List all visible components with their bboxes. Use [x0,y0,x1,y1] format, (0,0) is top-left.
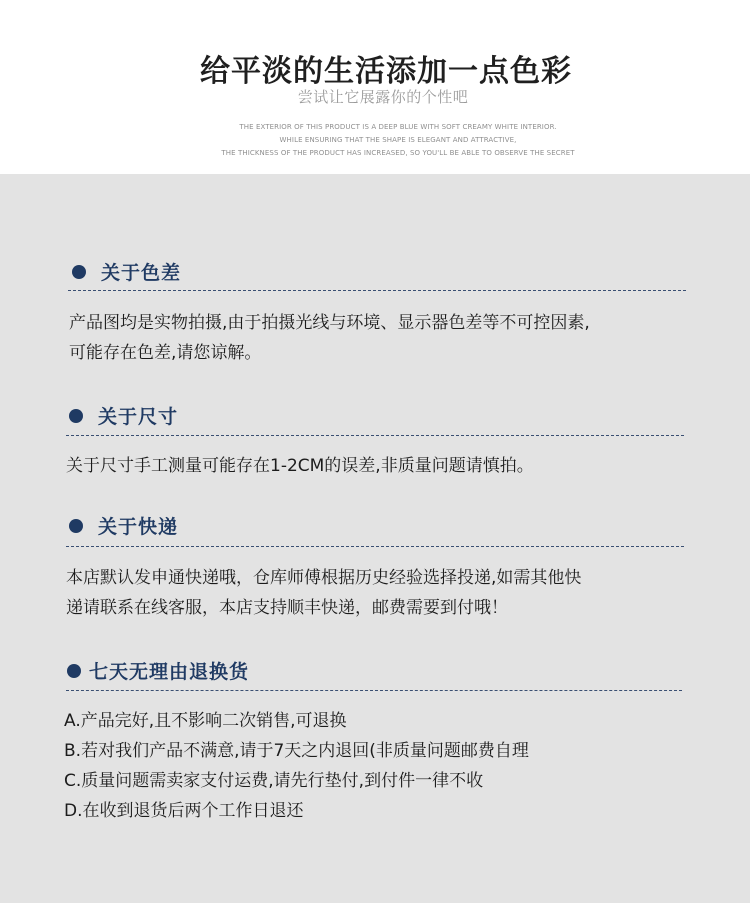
bullet-icon [67,664,81,678]
list-item: C.质量问题需卖家支付运费,请先行垫付,到付件一律不收 [64,771,484,791]
bullet-icon [69,409,83,423]
section-text-return-policy [64,706,529,826]
bullet-icon [69,519,83,533]
section-title-label: 七天无理由退换货 [89,661,250,683]
section-title-label: 关于尺寸 [98,406,179,428]
list-item: A.产品完好,且不影响二次销售,可退换 [64,711,347,731]
english-line: THE EXTERIOR OF THIS PRODUCT IS A DEEP BLUE WITH SOFT CREAMY WHITE INTERIOR. [239,123,557,131]
text-line: 关于尺寸手工测量可能存在1-2CM的误差,非质量问题请慎拍。 [66,456,534,476]
text-line: 递请联系在线客服，本店支持顺丰快递，邮费需要到付哦！ [66,598,508,618]
header-banner [0,0,750,174]
section-title-return-policy [67,657,249,684]
section-text-color-difference [69,308,590,368]
english-description [0,121,750,160]
text-line: 可能存在色差,请您谅解。 [69,343,262,363]
bullet-icon [72,265,86,279]
english-line: WHILE ENSURING THAT THE SHAPE IS ELEGANT AND ATTRACTIVE, [279,136,517,144]
section-divider [66,546,684,547]
page-title: 给平淡的生活添加一点色彩 [200,54,572,89]
section-divider [68,290,686,291]
section-text-delivery [66,563,581,623]
list-item: B.若对我们产品不满意,请于7天之内退回(非质量问题邮费自理 [64,741,529,761]
list-item: D.在收到退货后两个工作日退还 [64,801,304,821]
section-divider [66,690,682,691]
section-title-label: 关于快递 [98,516,179,538]
text-line: 本店默认发申通快递哦，仓库师傅根据历史经验选择投递,如需其他快 [66,568,582,588]
english-line: THE THICKNESS OF THE PRODUCT HAS INCREASED, SO YOU'LL BE ABLE TO OBSERVE THE SECRET [221,149,575,157]
section-title-label: 关于色差 [101,262,182,284]
page-subtitle: 尝试让它展露你的个性吧 [297,88,469,106]
section-title-color-difference [72,258,181,285]
text-line: 产品图均是实物拍摄,由于拍摄光线与环境、显示器色差等不可控因素, [69,313,590,333]
section-divider [66,435,684,436]
section-title-delivery [69,512,178,539]
section-text-size [66,451,534,481]
section-title-size [69,402,178,429]
